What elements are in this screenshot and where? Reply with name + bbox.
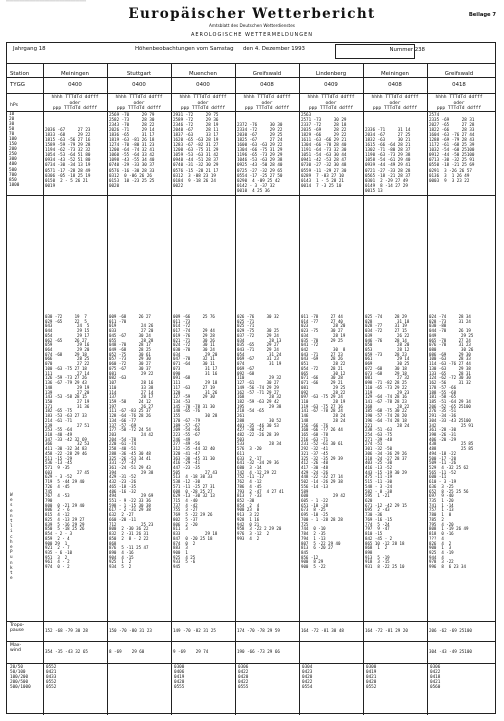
side-letter: e [10, 508, 13, 514]
layer-thickness-values: 0306 0422 0420 0422 0555 [238, 665, 249, 691]
pressure-level: 500 [9, 167, 17, 173]
side-letter: u [10, 555, 13, 561]
pressure-level: 10 [9, 112, 15, 117]
pressure-level: 400 [9, 162, 17, 168]
pressure-level: 100 [9, 137, 17, 143]
column-header-line: oder [389, 100, 401, 106]
layer-thickness-values: 0304 0423 0420 0422 0554 [302, 665, 313, 691]
column-header [299, 95, 363, 112]
column-header-line: hhhh TTTdTd ddfff [435, 95, 483, 100]
upper-air-data: 2931 -72 29 75 2589 -72 29 36 2346 -72 28 19 2040 -67 28 11 1837 -63 33 17 1620 -65 -63 28 19 1283 -67 -82 31 27 1200 -63 -75 31 29 1059 -53 -63 31 42 0940 -44 -51 28 37 0740 -31 -32 30 29 0576 -15 -28 21 17 0312 3 -08 23 19 0184 9 -18 26 24 0022 [173, 112, 219, 188]
station-code: 0400 [132, 82, 146, 88]
tropopause-label: Tropo- pause [10, 623, 25, 634]
station-code: 0400 [68, 82, 82, 88]
date-label: den 4. Dezember 1993 [243, 46, 305, 52]
column-header-line: ppp TTTdTd ddfff [244, 106, 290, 112]
upper-air-data: 2372 -76 30 30 2334 -72 29 22 2030 -67 29 25 1825 -67 27 24 1600 -63 -63 29 22 1304 -66 -75 31 29 1196 -65 -73 29 29 1046 -53 -63 29 38 0925 -43 -50 28 40 0725 -27 -32 29 65 0554 -17 -25 27 50 0290 4 -09 25 42 0142 - 3 -37 32 0010 4 25 36 [237, 122, 283, 193]
column-header [427, 95, 491, 112]
column-header-line: oder [197, 100, 209, 106]
side-letter: P [10, 550, 13, 556]
pressure-level: 300 [9, 157, 17, 163]
column-header-line: ppp TTTdTd ddfff [436, 106, 482, 112]
rule [7, 93, 495, 94]
tropopause-value: 164 -72 -81 29 20 [365, 628, 408, 633]
side-letter: e [10, 576, 13, 582]
pressure-level: 150 [9, 142, 17, 148]
upper-air-data: 2569 -70 29 79 2582 -73 28 30 2343 -70 28 22 2026 -71 29 14 1836 -65 31 17 1819 -63 -81 26 18 1274 -70 -80 31 23 1200 -64 -74 32 41 1060 -55 -64 33 42 1098 -43 -55 34 40 0740 -29 -33 30 37 0576 -16 -30 28 33 0312 0 -06 26 26 0153 10 -23 25 25 0020 [109, 112, 155, 188]
pressure-level: 20 [9, 117, 15, 123]
pressure-level: 1000 [9, 182, 20, 188]
column-header [171, 95, 235, 112]
significant-points-data: 030 -72 19 7 029 -65 22 5 043 24 5 044 29 15 054 29 17 062 -65 26 27 059 29 16 064 29 20 074 -68 29 18 066 28 25 070 27 22 100 -63 -75 27 18 111 27 14 126 -59 -73 27 26 136 -67 -79 29 43 148 29 19 139 27 20 143 -53 -58 28 15 150 27 19 171 31 36 182 -65 -75 183 -53 -63 27 33 214 -61 -71 239 27 51 253 -55 -64 318 -40 -49 347 -33 -42 32 69 366 32 53 411 -30 -32 34 83 458 -22 -28 29 46 511 -15 -29 536 -13 -45 571 9 -35 603 27 45 629 - 3 -52 719 5 -44 29 40 726 4 -45 745 767 4 -53 790 800 0 -21 29 40 806 2 - 6 815 4 -12 825 4 -13 29 27 839 5 -16 29 29 850 5 -18 25 26 854 - 2 - 3 859 2 - 4 900 29 1 921 2 - 7 935 - 6 -10 951 3 2 961 4 - 2 974 0 - 2 [45, 314, 90, 570]
significant-points-data: 026 -76 30 32 025 -71 025 -71 029 -75 30 25 037 -72 29 24 034 28 13 035 -65 29 27 043 -71 29 24 054 31 24 069 -67 31 23 074 31 19 069 -67 092 -68 110 29 32 127 -61 30 27 149 -56 -74 29 29 162 -57 -71 29 27 168 28 32 182 -59 -63 29 42 195 29 38 218 -54 -65 261 288 30 52 401 -35 -46 30 53 427 -30 -42 482 -22 -26 28 39 503 533 28 34 576 3 -20 611 633 2 -17 641 -32 -34 29 36 680 3 -14 742 4 -12 29 22 752 -11 -17 762 4 -12 786 4 -45 793 2 -47 4 27 41 813 7 -33 852 -30 854 2 4 900 23 0 913 3 22 928 1 16 942 0 21 958 3 -22 2 29 20 976 3 -12 2 993 4 2 [237, 314, 284, 541]
layer-label: 500/1000 [10, 685, 31, 691]
layer-label: 50/100 [10, 670, 26, 676]
marginal-notes: ▒▒▒▒▒▒▒▒▒▒▒▒▒▒▒▒▒▒▒▒▒▒▒▒▒▒▒▒▒▒▒▒▒▒▒▒▒▒▒▒▒▒▒▒▒▒▒▒▒▒▒▒ [6, 0, 86, 2]
column-divider [107, 63, 108, 715]
significant-points-data: 011 -78 27 44 014 -77 27 40 023 28 20 023 -75 30 27 034 28 19 035 -70 29 25 041 -72 042 30 8 043 -71 27 23 043 -69 28 26 051 28 22 054 -72 28 21 065 30 12 071 -66 30 28 071 -66 29 21 081 29 25 092 28 22 097 -63 -75 29 24 110 28 19 119 -63 -75 27 16 141 -67 -78 28 24 146 28 24 148 28 24 156 -66 -76 160 -66 -77 26 44 165 -68 -78 216 -63 -71 231 -52 -61 30 61 292 -32 -41 321 -37 -45 325 -32 -35 29 39 412 -26 -40 417 -30 -48 429 -24 -26 448 -22 -32 27 14 502 -14 -26 29 38 556 -14 -13 589 600 29 42 605 - 1 -22 651 -10 -28 673 8 -25 695 -10 -25 700 - 1 -28 28 28 725 744 0 -10 784 2 -35 794 1 -13 807 5 -22 29 40 813 6 -20 27 845 856 -12 900 8 29 900 5 -22 [301, 314, 346, 570]
info-bar [7, 43, 495, 64]
station-0 [43, 71, 107, 88]
side-letter: s [10, 503, 13, 509]
maxwind-label: Max- wind [10, 643, 22, 654]
rule [7, 77, 495, 78]
column-header-line: hhhh TTTdTd ddfff [307, 95, 355, 100]
column-divider [363, 63, 364, 715]
maxwind-value: 354 -35 -43 32 65 [45, 649, 88, 654]
column-header [43, 95, 107, 112]
rule [7, 663, 495, 664]
report-table [6, 42, 496, 714]
station-name: Stuttgart [126, 71, 152, 77]
station-name: Lindenberg [315, 71, 347, 77]
column-header-line: ppp TTTdTd ddfff [372, 106, 418, 112]
column-divider [299, 63, 300, 715]
column-header-line: hhhh TTTdTd ddfff [243, 95, 291, 100]
pressure-level: 700 [9, 172, 17, 178]
column-header-line: hhhh TTTdTd ddfff [51, 95, 99, 100]
layer-label: 100/200 [10, 675, 29, 681]
section-title: AEROLOGISCHE WETTERMELDUNGEN [190, 32, 314, 38]
rule [7, 621, 495, 622]
side-letter: i [10, 529, 13, 535]
station-code: 0418 [452, 82, 466, 88]
significant-points-data: 009 -68 26 27 011 -70 019 24 26 033 27 20 045 -67 30 24 055 28 28 048 -70 28 17 049 -68 28 25 052 -75 30 61 057 -73 29 30 060 -72 30 27 075 -67 30 37 081 29 22 082 -63 107 28 16 110 33 38 114 27 14 137 28 17 159 -58 24 12 197 26 27 111 -67 -83 25 37 128 -64 -76 28 26 134 -66 -77 137 -57 -69 177 -58 -72 24 54 203 24 42 204 -54 -70 220 -61 -74 258 -40 -51 288 -36 -45 30 48 325 -26 -53 34 41 331 -27 -47 361 -24 -51 29 43 394 29 38 429 -31 -52 432 -23 -26 465 -18 -35 486 -16 -32 494 29 69 551 - 9 -22 33 36 598 - 1 -15 30 38 617 - 2 -31 29 38 632 2 -27 660 -20 -11 712 25 23 800 2 -30 36 22 832 2 -31 26 31 850 2 8 - 2 22 868 876 5 -11 25 47 890 4 -16 904 4 -15 925 1 2 934 5 2 [109, 314, 154, 570]
station-1 [107, 71, 171, 88]
pressure-level: 850 [9, 177, 17, 183]
side-letter: k [10, 565, 13, 571]
significant-points-data: 024 -74 28 34 028 -73 31 24 030 -80 044 -70 26 19 049 29 25 065 -70 27 24 076 -70 31 23 080 30 26 086 -69 29 30 100 -63 28 33 114 -63 -76 27 44 130 -63 29 38 133 -65 28 31 124 -62 -72 30 30 162 -56 31 32 178 -57 -66 188 -55 -68 181 -58 -65 185 -51 -64 29 34 206 -52 -65 25100 276 -35 -51 291 -34 -36 304 -33 -43 25100 342 25 91 361 -28 -30 398 -26 -31 406 -20 -29 438 25 85 488 25 85 494 -18 -22 500 -17 -20 509 -11 -26 529 4 -32 25 62 565 -11 -52 600 -11 610 - 3 -19 636 3 -25 652 8 -25 25 56 697 9 -40 735 1 -20 741 1 -14 757 1 -13 780 1 0 785 2 795 4 -20 808 1 -19 26 49 818 0 -16 ??? 4 826 4 2 900 1 3 925 4 -19 944 4 978 3 -22 996 8 6 23 34 [429, 314, 474, 570]
side-letter: e [10, 545, 13, 551]
rule [7, 195, 495, 196]
layer-thickness-values: 0300 0406 0419 0420 0555 [174, 665, 185, 691]
station-code: 0408 [260, 82, 274, 88]
column-header-line: oder [453, 100, 465, 106]
page-header [0, 0, 504, 40]
tropopause-value: 149 -70 -82 31 25 [173, 628, 216, 633]
column-divider [235, 63, 236, 715]
station-6 [427, 71, 491, 88]
tygg-label: TYGG [10, 82, 25, 88]
side-letter: c [10, 534, 13, 540]
document-subtitle: Amtsblatt des Deutschen Wetterdienstes [209, 23, 295, 28]
station-name: Greifswald [444, 71, 474, 77]
pressure-level: 250 [9, 152, 17, 158]
rule [7, 641, 495, 642]
column-header-line: ppp TTTdTd ddfff [116, 106, 162, 112]
layer-thickness-values: 0306 0422 0418 0421 0560 [430, 665, 441, 691]
side-letter: n [10, 513, 13, 519]
upper-air-data: 2574 2335 -69 28 31 2027 -65 27 28 1822 -66 28 33 1604 -63 -76 27 44 1288 -69 -79 28 43 1172 -61 -68 25 39 1032 -54 -60 25100 0912 -44 -50 25100 0713 -30 -32 25 91 0550 -18 -21 25 69 0291 3 -26 26 57 0136 3 1 26 49 0003 9 3 23 22 [429, 112, 475, 183]
tropopause-value: 164 -72 -81 30 48 [301, 628, 344, 633]
tropopause-value: 174 -70 -78 29 59 [237, 628, 280, 633]
column-divider [171, 63, 172, 715]
maxwind-value: 190 -66 -73 29 66 [237, 649, 280, 654]
layer-label: 20/50 [10, 665, 23, 670]
side-letter: n [10, 560, 13, 566]
column-header-line: ppp TTTdTd ddfff [308, 106, 354, 112]
tropopause-value: 150 -70 -80 31 23 [109, 628, 152, 633]
column-header [363, 95, 427, 112]
side-letter: t [10, 519, 13, 525]
pressure-level: 70 [9, 132, 15, 138]
column-header-line: hhhh TTTdTd ddfff [115, 95, 163, 100]
layer-labels [10, 665, 31, 690]
pressure-level: 50 [9, 127, 15, 133]
upper-air-data: 2336 -71 31 14 2034 -67 27 25 1832 -63 30 21 1615 -66 -64 28 21 1302 -71 -80 28 37 1190 -63 -73 29 38 1058 -54 -61 29 40 0939 -44 -49 29 41 0721 -27 -33 28 28 0565 -18 -21 28 37 0301 2 -29 27 49 0149 8 -14 27 29 0015 13 [365, 127, 411, 193]
station-code: 0409 [324, 82, 338, 88]
column-header-line: ppp TTTdTd ddfff [180, 106, 226, 112]
station-code: 0408 [388, 82, 402, 88]
side-letter: h [10, 539, 13, 545]
upper-air-data: 2563 2571 -73 30 29 2337 -72 28 18 2035 -69 28 22 1829 -66 29 22 1611 -63 -66 29 21 1304 -66 -78 28 40 1191 -64 -73 32 30 1051 -54 -63 30 44 0941 -42 -53 28 47 0730 -27 -32 30 48 0559 -11 -29 27 30 0289 7 -03 27 10 0143 1 - 5 28 21 0014 7 -3 25 10 [301, 112, 347, 188]
tropopause-value: 152 -68 -79 30 28 [45, 628, 88, 633]
maxwind-value: 9 -69 29 74 [173, 649, 209, 654]
station-4 [299, 71, 363, 88]
document-title: Europäischer Wetterbericht [128, 6, 376, 22]
column-header [107, 95, 171, 112]
column-header-line: oder [133, 100, 145, 106]
jahrgang: Jahrgang 18 [13, 46, 46, 52]
issue-number: Nummer 238 [389, 47, 425, 53]
pressure-level-labels [9, 112, 19, 188]
station-name: Greifswald [252, 71, 282, 77]
side-letter: l [10, 524, 13, 530]
station-5 [363, 71, 427, 88]
significant-points-data: 025 -74 28 29 028 31 18 028 -77 31 19 034 -72 27 15 039 26 22 046 -76 28 14 050 28 20 053 28 12 059 -73 28 23 061 29 14 069 30 25 072 -68 30 18 073 -68 29 18 081 27 32 098 -71 -82 28 25 110 -65 -73 29 22 119 29 23 129 -64 -74 28 16 141 -67 -78 28 23 168 28 22 185 -68 -75 30 22 190 -57 -74 28 20 196 -64 -74 28 18 221 28 24 238 -51 -63 254 -63 -75 271 -39 -48 274 -51 301 -32 -50 306 -34 -36 29 26 318 -24 -27 28 37 403 -25 -30 416 -13 -52 443 -15 -19 30 29 475 -11 -19 515 -11 -30 548 - 3 -24 582 - 8 -38 595 1 -21 620 671 -12 -42 29 15 695 2 -43 730 -36 769 -16 -15 774 5 -24 797 9 -47 810 -15 842 -45 - 2 865 10 -12 28 18 868 1 2 898 913 5 -19 918 3 -15 931 8 -22 25 10 [365, 314, 410, 570]
column-header-line: oder [325, 100, 337, 106]
layer-thickness-values: 0300 0419 0421 0420 0552 [366, 665, 377, 691]
station-code: 0400 [196, 82, 210, 88]
column-header-line: hhhh TTTdTd ddfff [371, 95, 419, 100]
side-letter: W [10, 493, 13, 498]
layer-thickness-values: 0552 0421 0433 0552 0552 [46, 665, 57, 691]
side-letter: e [10, 498, 13, 504]
column-divider [43, 63, 44, 715]
station-name: Meiningen [61, 71, 89, 77]
station-3 [235, 71, 299, 88]
maxwind-value: 304 -43 -49 25100 [429, 649, 472, 654]
beobachtung-label: Höhenbeobachtungen vom Samstag [135, 46, 234, 52]
pressure-level: 30 [9, 122, 15, 128]
maxwind-value: 8 -69 29 60 [109, 649, 145, 654]
column-header-line: ppp TTTdTd ddfff [52, 106, 98, 112]
station-label: Station [10, 71, 30, 77]
station-2 [171, 71, 235, 88]
tropopause-value: 206 -62 -69 25100 [429, 628, 472, 633]
column-header [235, 95, 299, 112]
column-header-line: hhhh TTTdTd ddfff [179, 95, 227, 100]
station-name: Meiningen [381, 71, 409, 77]
station-row [7, 69, 495, 93]
side-letter: t [10, 571, 13, 577]
significant-points-data: 009 -66 25 76 011 -73 014 -72 017 -74 29 44 019 -76 29 28 021 -71 30 26 024 -72 30 11 030 -70 30 24 034 29 20 047 -70 32 11 071 -64 30 11 073 31 17 090 31 16 091 -68 111 29 18 117 -63 27 19 120 31 26 127 -59 29 30 134 -53 145 -70 -78 31 30 148 -65 -76 155 30 28 170 -67 -79 189 -57 -67 209 -54 -66 223 -55 -67 246 -49 277 -49 -56 312 -35 -44 32 40 320 -41 -47 363 -30 -45 31 30 416 -29 -41 447 -23 -35 505 27 43 513 4 -18 30 33 538 -12 -30 571 -11 -25 27 31 608 0 -28 25 27 629 -13 -30 32 13 715 4 -40 737 4 -42 755 3 -27 769 5 -22 29 26 802 5 -37 806 2 -20 811 3 833 29 18 847 0 -20 25 18 874 0 2 883 3 900 1 925 4 25 933 5 -6 945 [173, 314, 218, 570]
station-name: Muenchen [189, 71, 217, 77]
layer-label: 200/500 [10, 680, 29, 686]
column-header-line: oder [69, 100, 81, 106]
beilage-label: Beilage 7 [468, 12, 496, 18]
hps-label: hPs [10, 103, 18, 108]
upper-air-data: 2036 -67 27 23 1833 -68 29 22 1815 -63 -56 27 16 1589 -59 -79 29 28 1194 -62 -73 32 32 1054 -53 -64 51 80 0934 -43 -52 51 80 0734 -30 -34 13 19 0571 -17 -28 28 49 0306 -05 -18 25 19 0150 2 - 5 26 21 0019 [45, 127, 91, 188]
column-divider [427, 63, 428, 715]
column-header-line: oder [261, 100, 273, 106]
side-letters [10, 493, 13, 581]
pressure-level: 200 [9, 147, 17, 153]
